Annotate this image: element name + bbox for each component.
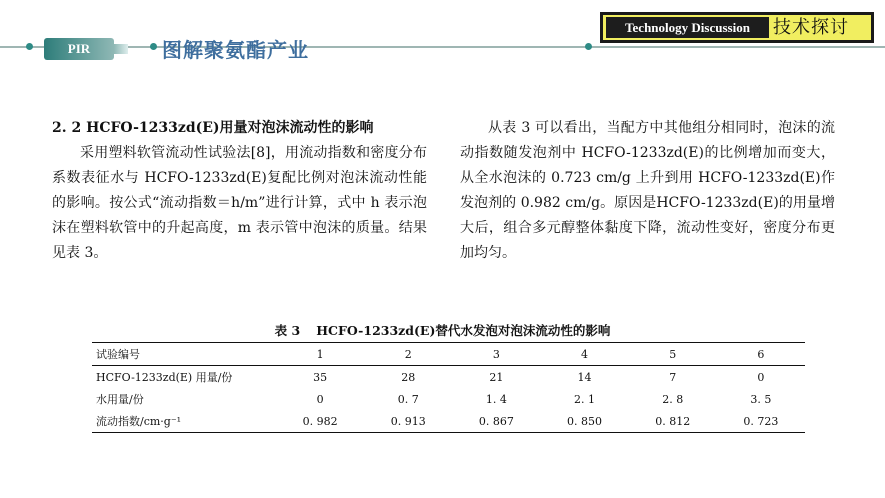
table-title: HCFO-1233zd(E)替代水发泡对泡沫流动性的影响 [316, 323, 611, 338]
table-cell: 1. 4 [485, 392, 507, 406]
table-cell: 35 [313, 370, 328, 384]
right-paragraph: 从表 3 可以看出，当配方中其他组分相同时，泡沫的流动指数随发泡剂中 HCFO-1233zd(E)的比例增加而变大，从全水泡沫的 0.723 cm/g 上升到用 HCFO-1233zd(E)作发泡剂的 0.982 cm/g。原因是HCFO-1233zd(E)的用量增大后，组合多元醇整体黏度下降，流动性变好，密度分布更加均匀。 [460, 120, 835, 261]
table-cell: 0. 723 [743, 414, 779, 428]
section-tag [600, 12, 874, 43]
table-caption [0, 321, 885, 339]
table-cell: 2. 1 [574, 392, 596, 406]
table-row [92, 366, 805, 389]
table-cell: 21 [489, 370, 504, 384]
table-header-cell: 1 [316, 347, 324, 361]
header-rule-dot-left [26, 43, 33, 50]
table-header-cell: 试验编号 [96, 348, 140, 361]
table-header-cell: 3 [492, 347, 500, 361]
section-tag-chinese: 技术探讨 [773, 17, 849, 38]
table-label: 表 3 [274, 323, 301, 338]
table-cell: 流动指数/cm·g⁻¹ [96, 415, 182, 428]
table-cell: 14 [577, 370, 592, 384]
right-column [460, 116, 835, 266]
flow-index-table [92, 342, 805, 433]
table-cell: 2. 8 [662, 392, 684, 406]
table-cell: HCFO-1233zd(E) 用量/份 [96, 371, 233, 384]
table-cell: 3. 5 [750, 392, 772, 406]
table-header-row [92, 343, 805, 366]
section-heading: 2. 2 HCFO-1233zd(E)用量对泡沫流动性的影响 [52, 120, 374, 136]
table-cell: 0. 982 [302, 414, 338, 428]
pir-badge-tail [114, 44, 128, 54]
table-header-cell: 4 [581, 347, 589, 361]
table-cell: 0. 913 [390, 414, 426, 428]
table-cell: 0. 850 [567, 414, 603, 428]
table-cell: 0 [757, 370, 765, 384]
table-header-cell: 5 [669, 347, 677, 361]
table-header-cell: 6 [757, 347, 765, 361]
table-row [92, 388, 805, 410]
table-cell: 0. 812 [655, 414, 691, 428]
table-cell: 水用量/份 [96, 393, 144, 406]
table-header-cell: 2 [404, 347, 412, 361]
table-cell: 28 [401, 370, 416, 384]
left-column [52, 116, 427, 266]
header-rule-dot-mid [150, 43, 157, 50]
table-cell: 7 [669, 370, 677, 384]
header-rule [0, 46, 885, 48]
page-title: 图解聚氨酯产业 [162, 38, 309, 62]
header-rule-dot-right [585, 43, 592, 50]
left-paragraph: 采用塑料软管流动性试验法[8]，用流动指数和密度分布系数表征水与 HCFO-1233zd(E)复配比例对泡沫流动性能的影响。按公式“流动指数＝h/m”进行计算，式中 h 表示泡沫在塑料软管中的升起高度，m 表示管中泡沫的质量。结果见表 3。 [52, 145, 427, 261]
section-tag-english: Technology Discussion [606, 17, 769, 38]
table-cell: 0. 867 [478, 414, 514, 428]
table-cell: 0. 7 [397, 392, 419, 406]
table-row [92, 410, 805, 433]
pir-badge: PIR [44, 38, 114, 60]
table-cell: 0 [316, 392, 324, 406]
